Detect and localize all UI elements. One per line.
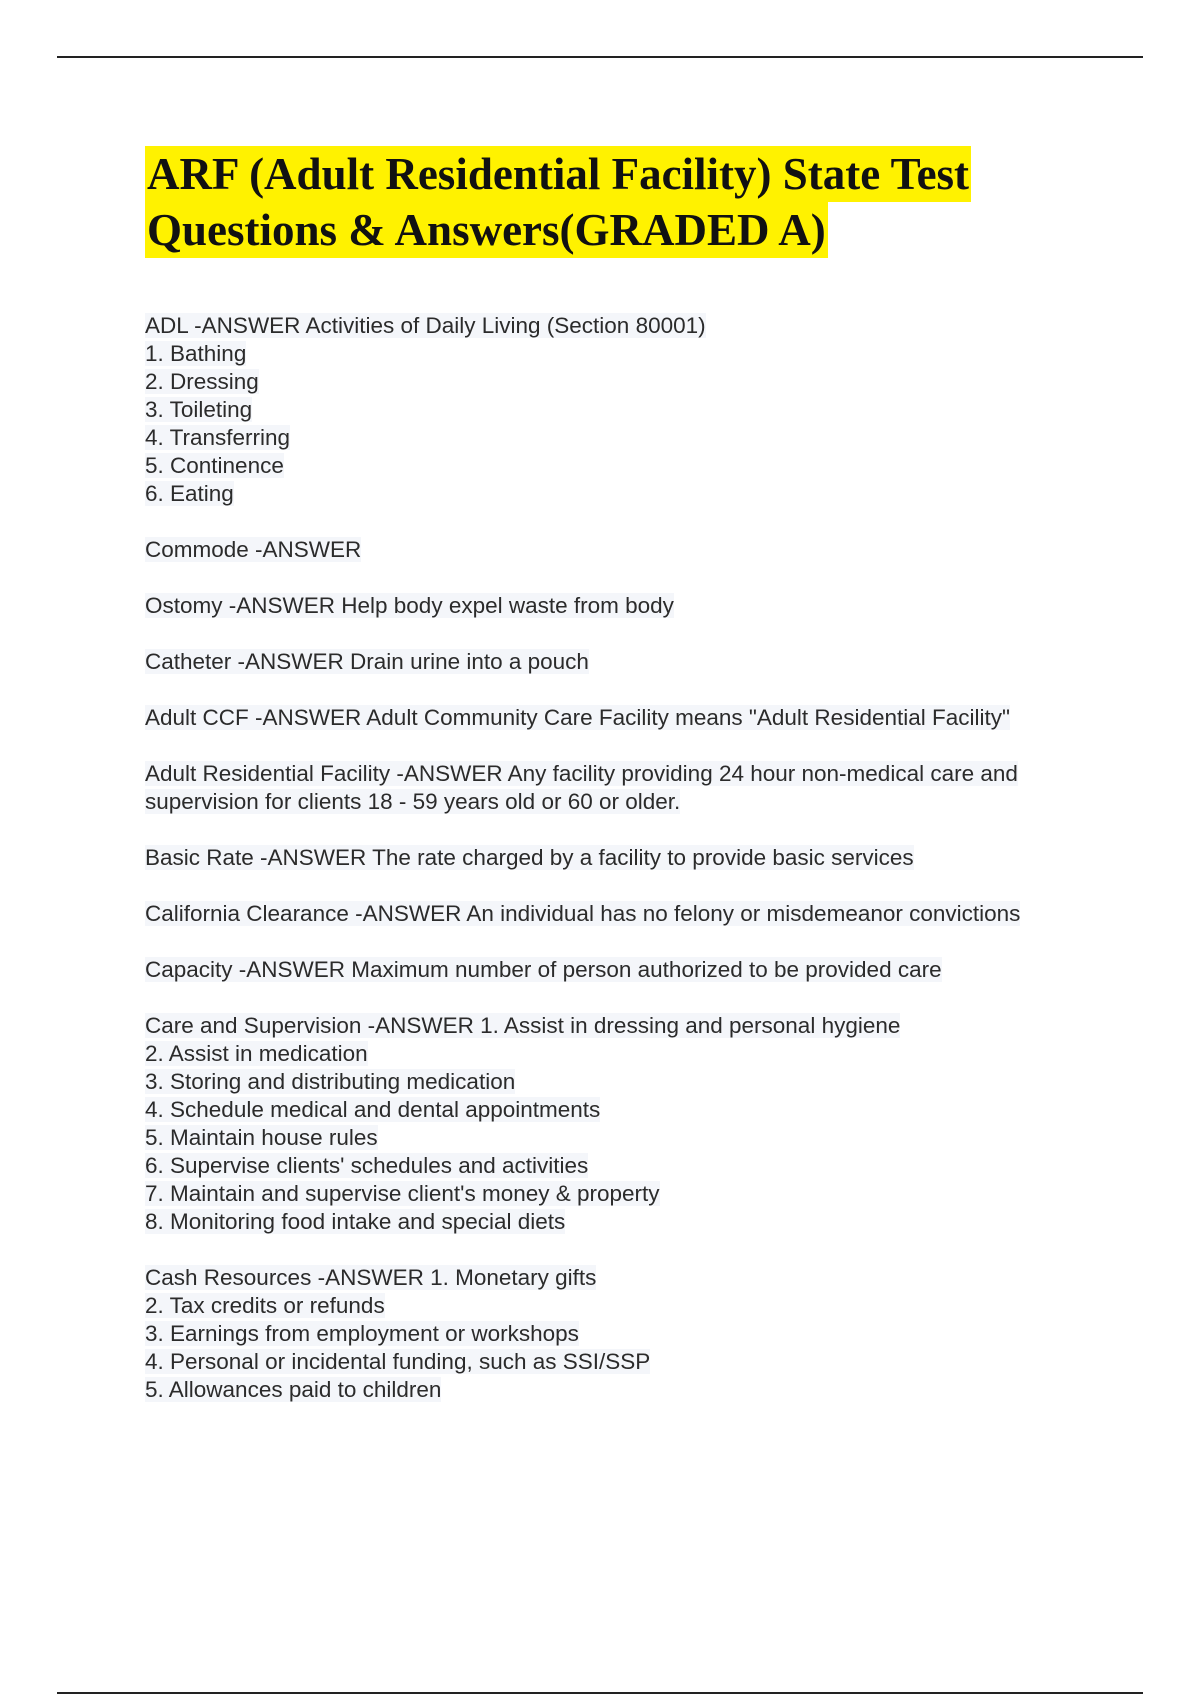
qa-line: 5. Allowances paid to children: [145, 1377, 442, 1402]
qa-line: 5. Maintain house rules: [145, 1125, 378, 1150]
qa-line: 2. Assist in medication: [145, 1041, 368, 1066]
document-title: [145, 146, 1105, 258]
qa-line: 4. Transferring: [145, 425, 291, 450]
qa-entry-california-clearance: [145, 900, 1105, 928]
qa-line: Catheter -ANSWER Drain urine into a pouch: [145, 649, 589, 674]
qa-entry-adl: [145, 312, 1105, 508]
qa-line: 7. Maintain and supervise client's money & property: [145, 1181, 660, 1206]
qa-line: 2. Dressing: [145, 369, 259, 394]
qa-line: ADL -ANSWER Activities of Daily Living (Section 80001): [145, 313, 706, 338]
qa-line: Commode -ANSWER: [145, 537, 362, 562]
qa-line: 3. Earnings from employment or workshops: [145, 1321, 579, 1346]
qa-entry-care-and-supervision: [145, 1012, 1105, 1236]
qa-line: 6. Eating: [145, 481, 234, 506]
top-rule: [57, 56, 1143, 58]
qa-entry-capacity: [145, 956, 1105, 984]
qa-line: 6. Supervise clients' schedules and activities: [145, 1153, 589, 1178]
qa-line: 2. Tax credits or refunds: [145, 1293, 385, 1318]
qa-line: 4. Personal or incidental funding, such as SSI/SSP: [145, 1349, 651, 1374]
qa-line: Basic Rate -ANSWER The rate charged by a facility to provide basic services: [145, 845, 914, 870]
qa-line: 8. Monitoring food intake and special diets: [145, 1209, 566, 1234]
qa-entry-adult-residential-facility: [145, 760, 1105, 816]
qa-line: Adult Residential Facility -ANSWER Any facility providing 24 hour non-medical care and: [145, 761, 1018, 786]
qa-line: Capacity -ANSWER Maximum number of person authorized to be provided care: [145, 957, 942, 982]
qa-entry-basic-rate: [145, 844, 1105, 872]
qa-entry-cash-resources: [145, 1264, 1105, 1404]
qa-line: 4. Schedule medical and dental appointments: [145, 1097, 601, 1122]
title-line-2: Questions & Answers(GRADED A): [145, 202, 828, 258]
bottom-rule: [57, 1692, 1143, 1694]
qa-line: Cash Resources -ANSWER 1. Monetary gifts: [145, 1265, 597, 1290]
qa-line: 5. Continence: [145, 453, 284, 478]
qa-line: Care and Supervision -ANSWER 1. Assist in dressing and personal hygiene: [145, 1013, 901, 1038]
qa-line: 1. Bathing: [145, 341, 247, 366]
qa-list: [145, 312, 1105, 1432]
title-line-1: ARF (Adult Residential Facility) State Test: [145, 146, 971, 202]
qa-line: 3. Toileting: [145, 397, 253, 422]
qa-line: supervision for clients 18 - 59 years old or 60 or older.: [145, 789, 681, 814]
qa-line: 3. Storing and distributing medication: [145, 1069, 516, 1094]
qa-entry-catheter: [145, 648, 1105, 676]
qa-line: Adult CCF -ANSWER Adult Community Care Facility means "Adult Residential Facility": [145, 705, 1010, 730]
qa-line: California Clearance -ANSWER An individual has no felony or misdemeanor convictions: [145, 901, 1021, 926]
qa-entry-adult-ccf: [145, 704, 1105, 732]
qa-entry-ostomy: [145, 592, 1105, 620]
qa-entry-commode: [145, 536, 1105, 564]
qa-line: Ostomy -ANSWER Help body expel waste from body: [145, 593, 674, 618]
